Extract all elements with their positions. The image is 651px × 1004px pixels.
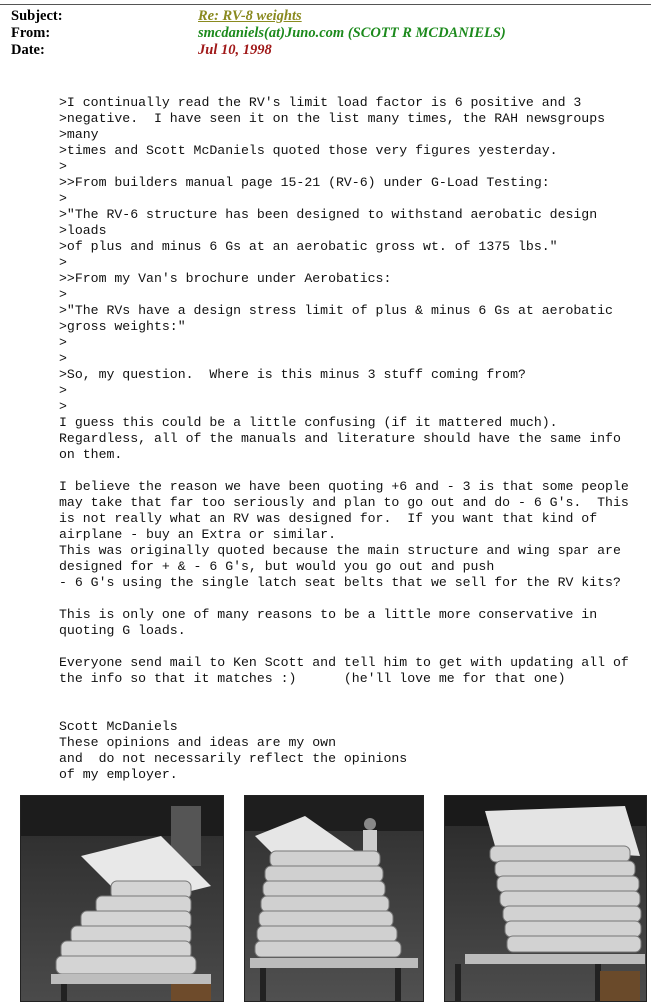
photo-sandbags-wing-3-image (445, 796, 646, 1001)
message-header (11, 8, 651, 59)
body-line (59, 639, 649, 655)
date-value: Jul 10, 1998 (198, 42, 272, 58)
body-line (59, 463, 649, 479)
body-line: >So, my question. Where is this minus 3 stuff coming from? (59, 367, 526, 382)
body-line: > (59, 255, 67, 270)
photo-sandbags-wing-1 (20, 795, 224, 1002)
body-line: > (59, 351, 67, 366)
body-line: > (59, 399, 67, 414)
body-line: These opinions and ideas are my own (59, 735, 336, 750)
body-line: This is only one of many reasons to be a little more conservative in (59, 607, 598, 622)
body-line: >>From builders manual page 15-21 (RV-6) under G-Load Testing: (59, 175, 550, 190)
body-line: is not really what an RV was designed for. If you want that kind of (59, 511, 598, 526)
body-line: > (59, 191, 67, 206)
body-line: Scott McDaniels (59, 719, 178, 734)
body-line: This was originally quoted because the main structure and wing spar are (59, 543, 621, 558)
body-line: > (59, 335, 67, 350)
body-line: - 6 G's using the single latch seat belts that we sell for the RV kits? (59, 575, 621, 590)
from-label: From: (11, 25, 51, 41)
date-row (11, 42, 651, 59)
photo-sandbags-wing-1-image (21, 796, 223, 1001)
body-line: the info so that it matches :) (he'll love me for that one) (59, 671, 566, 686)
message-body (59, 95, 649, 783)
body-line: Regardless, all of the manuals and literature should have the same info (59, 431, 621, 446)
photo-sandbags-wing-2 (244, 795, 424, 1002)
body-line: >negative. I have seen it on the list many times, the RAH newsgroups (59, 111, 606, 126)
body-line: >times and Scott McDaniels quoted those very figures yesterday. (59, 143, 558, 158)
date-label: Date: (11, 42, 45, 58)
body-line: airplane - buy an Extra or similar. (59, 527, 336, 542)
subject-link[interactable]: Re: RV-8 weights (198, 8, 302, 24)
subject-label: Subject: (11, 8, 63, 24)
body-line: >"The RV-6 structure has been designed to withstand aerobatic design (59, 207, 598, 222)
body-line: and do not necessarily reflect the opinions (59, 751, 408, 766)
header-divider (0, 4, 651, 5)
from-row (11, 25, 651, 42)
photo-sandbags-wing-3 (444, 795, 647, 1002)
body-line: >gross weights:" (59, 319, 186, 334)
body-line: may take that far too seriously and plan to go out and do - 6 G's. This (59, 495, 629, 510)
body-line (59, 687, 649, 703)
body-line (59, 703, 649, 719)
body-line: on them. (59, 447, 123, 462)
body-line: >"The RVs have a design stress limit of plus & minus 6 Gs at aerobatic (59, 303, 613, 318)
body-line: I guess this could be a little confusing (if it mattered much). (59, 415, 558, 430)
subject-row (11, 8, 651, 25)
body-line: of my employer. (59, 767, 178, 782)
body-line (59, 591, 649, 607)
body-line: >I continually read the RV's limit load factor is 6 positive and 3 (59, 95, 582, 110)
from-value: smcdaniels(at)Juno.com (SCOTT R MCDANIELS) (198, 25, 506, 41)
body-line: > (59, 383, 67, 398)
body-line: I believe the reason we have been quoting +6 and - 3 is that some people (59, 479, 629, 494)
body-line: >of plus and minus 6 Gs at an aerobatic gross wt. of 1375 lbs." (59, 239, 558, 254)
body-line: >>From my Van's brochure under Aerobatics: (59, 271, 392, 286)
body-line: > (59, 159, 67, 174)
body-line: >many (59, 127, 99, 142)
body-line: quoting G loads. (59, 623, 186, 638)
body-line: designed for + & - 6 G's, but would you go out and push (59, 559, 495, 574)
photo-sandbags-wing-2-image (245, 796, 423, 1001)
body-line: Everyone send mail to Ken Scott and tell him to get with updating all of (59, 655, 629, 670)
body-line: > (59, 287, 67, 302)
body-line: >loads (59, 223, 107, 238)
